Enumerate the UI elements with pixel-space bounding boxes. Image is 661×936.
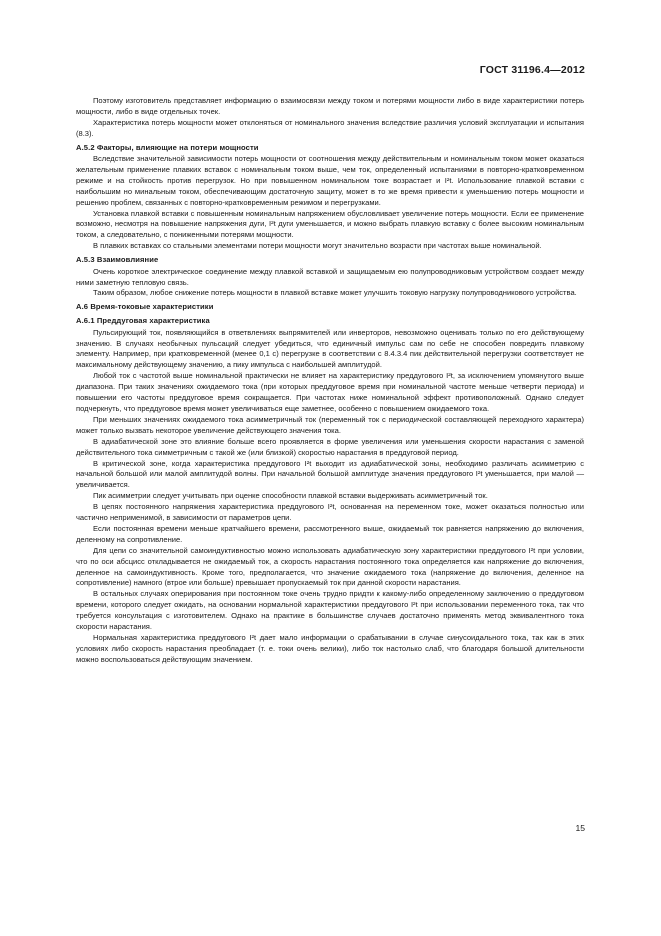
standard-header: ГОСТ 31196.4—2012 [479,64,585,76]
paragraph: В плавких вставках со стальными элементами потери мощности могут значительно возрасти при частотах выше номинальной. [93,241,542,251]
paragraph: Установка плавкой вставки с повышенным номинальным напряжением обусловливает увеличение потерь мощности. Если ее применение возможно, несмотря на повышение напряжения дуги, I²t дуги уменьшается, и можно выбрать плавкую вставку с более высоким номинальным током, а следовательно, с пониженными потерями мощности. [76,208,584,240]
paragraph: Пульсирующий ток, появляющийся в ответвлениях выпрямителей или инверторов, невозможно оценивать только по его действующему значению. В случаях необычных пульсаций следует убедиться, что единичный импульс сам по себе не способен повредить плавкому элементу. Например, при кратковременной (менее 0,1 с) перегрузке в соответствии с 8.4.3.4 пик действительной перегрузки соответствует не максимальному действующему значению, а пику импульса с наибольшей амплитудой. [76,327,584,370]
paragraph: Любой ток с частотой выше номинальной практически не влияет на характеристику преддугового I²t, за исключением упомянутого выше диапазона. При таких значениях ожидаемого тока (при которых преддуговое время при номинальной частоте меньше четверти периода) и повышении его частоты преддуговое время сокращается. При частотах ниже номинальной эффект противоположный. Однако следует подчеркнуть, что преддуговое время может увеличиваться еще заметнее, особенно с повышением ожидаемого тока. [76,371,584,413]
paragraph: Очень короткое электрическое соединение между плавкой вставкой и защищаемым ею полупроводниковым устройством создает между ними заметную тепловую связь. [76,266,584,287]
section-heading: А.6.1 Преддуговая характеристика [76,316,210,326]
paragraph: Характеристика потерь мощности может отклоняться от номинального значения вследствие различия условий эксплуатации и испытания (8.3). [76,117,584,138]
paragraph: Пик асимметрии следует учитывать при оценке способности плавкой вставки выдерживать асимметричный ток. [93,491,488,501]
paragraph: Поэтому изготовитель представляет информацию о взаимосвязи между током и потерями мощности либо в виде характеристики потерь мощности, либо в виде отдельных точек. [76,96,584,116]
paragraph: Нормальная характеристика преддугового I²t дает мало информации о срабатывании в случае синусоидального тока, так как в этих условиях либо скорость нарастания преобладает (т. е. токи очень велики), либо ток настолько слаб, что благодаря большой длительности можно воспользоваться действующим значением. [76,633,584,664]
section-heading: А.5.2 Факторы, влияющие на потери мощности [76,142,259,152]
paragraph: Таким образом, любое снижение потерь мощности в плавкой вставке может улучшить токовую нагрузку полупроводникового устройства. [93,288,577,298]
paragraph: Для цепи со значительной самоиндуктивностью можно использовать адиабатическую зону характеристики преддугового I²t при условии, что по оси абсцисс откладывается не ожидаемый ток, а скорость нарастания постоянного тока определяется как напряжение до включения, деленное на самоиндуктивность. Кроме того, предполагается, что значение ожидаемого тока (напряжение до включения, деленное на сопротивление) намного (втрое или больше) превышает пропускаемый ток при данной скорости нарастания. [76,545,584,588]
section-heading: А.5.3 Взаимовлияние [76,255,159,265]
section-heading: А.6 Время-токовые характеристики [76,302,214,312]
paragraph: При меньших значениях ожидаемого тока асимметричный ток (переменный ток с периодической составляющей переходного характера) может только вызвать некоторое увеличение действующего значения тока. [76,414,584,435]
paragraph: Если постоянная времени меньше кратчайшего времени, рассмотренного выше, ожидаемый ток равняется напряжению до включения, деленному на сопротивление. [76,523,584,544]
paragraph: В цепях постоянного напряжения характеристика преддугового I²t, основанная на переменном токе, может оказаться полностью или частично неприменимой, в зависимости от параметров цепи. [76,502,584,523]
paragraph: В адиабатической зоне это влияние больше всего проявляется в форме увеличения или уменьшения скорости нарастания с заменой действительного тока симметричным с такой же (или близкой) скоростью нарастания в преддуговой период. [76,436,584,457]
page-number: 15 [575,823,585,833]
paragraph: В остальных случаях оперирования при постоянном токе очень трудно придти к какому-либо определенному заключению о преддуговом времени, которого следует ожидать, на основании нормальной характеристики преддугового I²t при использовании переменного тока, так что требуется консультация с изготовителем. Однако на практике в большинстве случаев достаточно применять метод эквивалентного тока скорости нарастания. [76,589,584,632]
document-body [76,96,584,666]
paragraph: В критической зоне, когда характеристика преддугового I²t выходит из адиабатической зоны, необходимо различать асимметрию с начальной большой или малой амплитудой волны. При начальной большой амплитуде значения преддугового I²t уменьшается, при малой — увеличивается. [76,458,584,490]
paragraph: Вследствие значительной зависимости потерь мощности от соотношения между действительным и номинальным током может оказаться желательным применение плавких вставок с номинальным током выше, чем ток, определенный испытаниями в повторно-кратковременном режиме и на стойкость против перегрузок. Но при повышенном номинальном токе возрастает и I²t. Использование плавкой вставки с наибольшим но минальным током, обеспечивающим достаточную защиту, может в то же время привести к уменьшению потерь мощности и решению проблем, связанных с повторно-кратковременным режимом и перегрузками. [76,154,584,207]
